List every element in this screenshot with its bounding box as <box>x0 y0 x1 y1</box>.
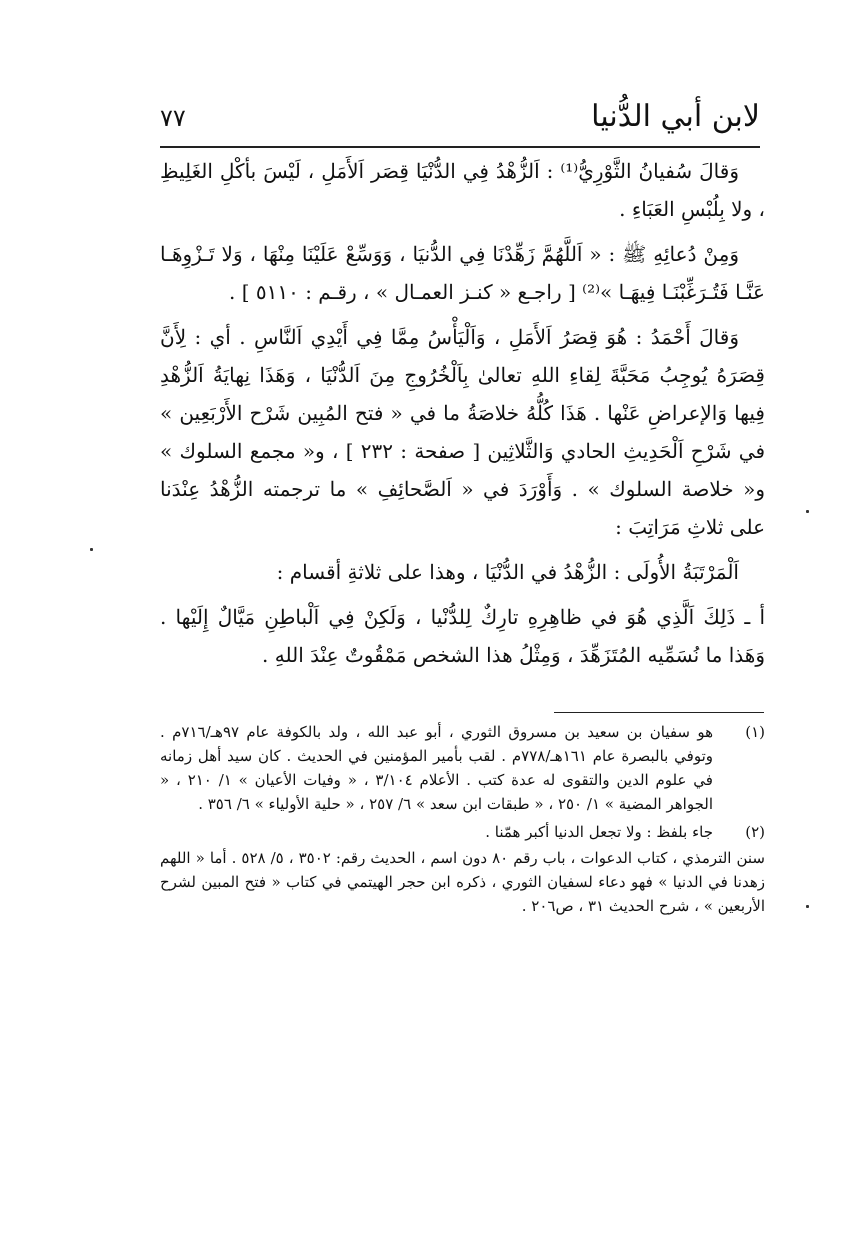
running-title: لابن أبي الدُّنيا <box>591 99 760 134</box>
footnote-text: جاء بلفظ : ولا تجعل الدنيا أكبر همّنا . <box>485 823 713 841</box>
main-text <box>160 152 765 681</box>
paragraph-ahmad-quote: وَقالَ أَحْمَدُ : هُوَ قِصَرُ اَلأَمَلِ ، وَاَلْيَأْسُ مِمَّا فِي أَيْدِي اَلنَّاسِ . أي : لِأَنَّ قِصَرَهُ يُوجِبُ مَحَبَّةَ لِقاءِ اللهِ تعالىٰ بِاَلْخُرُوجِ مِنَ اَلدُّنْيَا ، وَهَذَا نِهايَةُ اَلزُّهْدِ فِيها وَالإعراضِ عَنْها . هَذَا كُلُّهُ خلاصَةُ ما في « فتح المُبِين شَرْح الأَرْبَعِين » في شَرْحِ اَلْحَدِيثِ الحادي وَالثَّلاثِين [ صفحة : ٢٣٢ ] ، و« مجمع السلوك » و« خلاصة السلوك » . وَأَوْرَدَ في « اَلصَّحائِفِ » ما ترجمته الزُّهْدُ عِنْدَنا على ثلاثِ مَرَاتِبَ : <box>160 325 766 539</box>
footnote-1 <box>160 720 765 816</box>
footnotes <box>160 720 765 922</box>
margin-mark <box>806 905 809 908</box>
footnote-rule <box>554 712 764 713</box>
header-rule <box>160 146 760 148</box>
page-number: ٧٧ <box>160 104 186 132</box>
footnote-2 <box>160 820 765 844</box>
footnote-text: هو سفيان بن سعيد بن مسروق الثوري ، أبو عبد الله ، ولد بالكوفة عام ٩٧هـ/٧١٦م . وتوفي بالبصرة عام ١٦١هـ/٧٧٨م . لقب بأمير المؤمنين في الحديث . كان سيد أهل زمانه في علوم الدين والتقوى له عدة كتب . الأعلام ٣/١٠٤ ، « وفيات الأعيان » ١/ ٢١٠ ، « الجواهر المضية » ١/ ٢٥٠ ، « طبقات ابن سعد » ٦/ ٢٥٧ ، « حلية الأولياء » ٦/ ٣٥٦ . <box>160 723 713 813</box>
paragraph-sufyan-quote: وَقالَ سُفيانُ الثَّوْرِيُّ⁽¹⁾ : اَلزُّهْدُ فِي الدُّنْيَا قِصَر اَلأَمَلِ ، لَيْسَ بأكْلِ الغَلِيظِ ، ولا بِلُبْسِ العَبَاءِ . <box>160 159 765 221</box>
footnote-number: (٢) <box>745 823 765 841</box>
margin-mark <box>806 510 809 513</box>
paragraph-first-rank: اَلْمَرْتَبَةُ الأُولَى : الزُّهْدُ في الدُّنْيَا ، وهذا على ثلاثةِ أقسام : <box>276 560 739 584</box>
page-header <box>160 96 760 146</box>
paragraph-section-a: أ ـ ذَلِكَ اَلَّذِي هُوَ في ظاهِرِهِ تارِكٌ لِلدُّنْيا ، وَلَكِنْ فِي اَلْباطِنِ مَيَّالٌ إِلَيْها . وَهَذا ما نُسَمِّيه المُتَزَهِّدَ ، وَمِثْلُ هذا الشخص مَمْقُوتٌ عِنْدَ اللهِ . <box>160 605 765 667</box>
margin-mark <box>90 548 93 551</box>
paragraph-dua: وَمِنْ دُعائِهِ ﷺ : « اَللَّهُمَّ زَهِّدْنَا فِي الدُّنيَا ، وَوَسِّعْ عَلَيْنَا مِنْهَا ، وَلا تَـزْوِهَـا عَنَّـا فَتُـرَغِّبْنَـا فِيهَـا »⁽²⁾ [ راجـع « كنـز العمـال » ، رقـم : ٥١١٠ ] . <box>160 242 765 304</box>
footnote-text: سنن الترمذي ، كتاب الدعوات ، باب رقم ٨٠ دون اسم ، الحديث رقم: ٣٥٠٢ ، ٥/ ٥٢٨ . أما « اللهم زهدنا في الدنيا » فهو دعاء لسفيان الثوري ، ذكره ابن حجر الهيتمي في كتاب « فتح المبين لشرح الأربعين » ، شرح الحديث ٣١ ، ص٢٠٦ . <box>160 849 765 915</box>
footnote-number: (١) <box>745 723 765 741</box>
footnote-2-continued <box>160 846 765 918</box>
